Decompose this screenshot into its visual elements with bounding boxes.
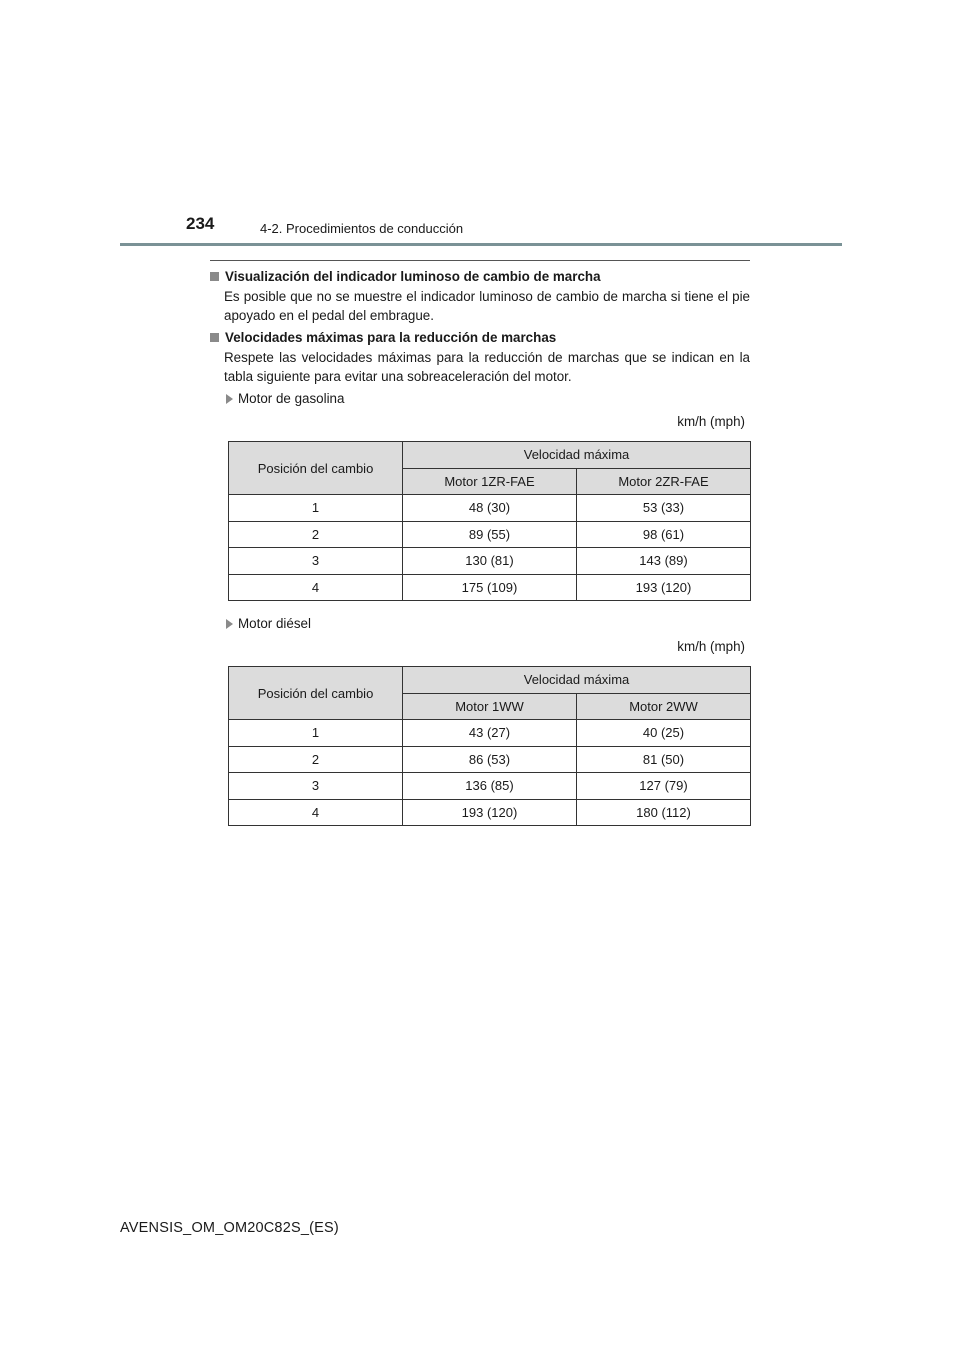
gasoline-speed-table	[228, 441, 751, 601]
cell-gear: 3	[229, 548, 403, 575]
bullet-label: Motor de gasolina	[238, 391, 345, 406]
header-engine-a: Motor 1WW	[403, 693, 577, 720]
header-rule	[120, 243, 842, 246]
header-max-speed: Velocidad máxima	[403, 667, 751, 694]
page-number: 234	[186, 214, 215, 233]
square-bullet-icon	[210, 272, 219, 281]
section-paragraph: Respete las velocidades máximas para la reducción de marchas que se indican en la tabla siguiente para evitar una sobreaceleración del motor.	[224, 349, 750, 384]
cell-gear: 1	[229, 720, 403, 747]
cell-gear: 3	[229, 773, 403, 800]
section-title: 4-2. Procedimientos de conducción	[260, 221, 464, 236]
cell-speed-b: 40 (25)	[577, 720, 751, 747]
cell-gear: 2	[229, 746, 403, 773]
section-shift-indicator	[210, 267, 750, 326]
header-engine-b: Motor 2ZR-FAE	[577, 468, 751, 495]
header-engine-b: Motor 2WW	[577, 693, 751, 720]
table-row	[229, 773, 751, 800]
section-heading: Velocidades máximas para la reducción de marchas	[225, 330, 557, 345]
table-row	[229, 521, 751, 548]
header-max-speed: Velocidad máxima	[403, 442, 751, 469]
bullet-gasoline	[226, 391, 344, 406]
bullet-label: Motor diésel	[238, 616, 311, 631]
header-engine-a: Motor 1ZR-FAE	[403, 468, 577, 495]
bullet-diesel	[226, 616, 311, 631]
table-row	[229, 574, 751, 601]
header-position: Posición del cambio	[229, 442, 403, 495]
section-heading: Visualización del indicador luminoso de cambio de marcha	[225, 269, 601, 284]
section-divider	[210, 260, 750, 261]
document-code: AVENSIS_OM_OM20C82S_(ES)	[120, 1220, 339, 1236]
cell-speed-b: 143 (89)	[577, 548, 751, 575]
cell-gear: 2	[229, 521, 403, 548]
cell-speed-b: 180 (112)	[577, 799, 751, 826]
cell-speed-a: 193 (120)	[403, 799, 577, 826]
cell-speed-a: 43 (27)	[403, 720, 577, 747]
cell-speed-b: 81 (50)	[577, 746, 751, 773]
cell-speed-a: 175 (109)	[403, 574, 577, 601]
header-position: Posición del cambio	[229, 667, 403, 720]
cell-speed-a: 130 (81)	[403, 548, 577, 575]
cell-gear: 1	[229, 495, 403, 522]
unit-label: km/h (mph)	[677, 414, 745, 429]
cell-speed-b: 53 (33)	[577, 495, 751, 522]
cell-speed-b: 127 (79)	[577, 773, 751, 800]
diesel-speed-table	[228, 666, 751, 826]
cell-gear: 4	[229, 574, 403, 601]
table-row	[229, 548, 751, 575]
cell-speed-a: 89 (55)	[403, 521, 577, 548]
triangle-bullet-icon	[226, 619, 233, 629]
square-bullet-icon	[210, 333, 219, 342]
table-row	[229, 746, 751, 773]
table-row	[229, 495, 751, 522]
unit-label: km/h (mph)	[677, 639, 745, 654]
cell-speed-a: 136 (85)	[403, 773, 577, 800]
section-paragraph: Es posible que no se muestre el indicador luminoso de cambio de marcha si tiene el pie apoyado en el pedal del embrague.	[224, 288, 750, 323]
triangle-bullet-icon	[226, 394, 233, 404]
cell-speed-a: 86 (53)	[403, 746, 577, 773]
cell-speed-a: 48 (30)	[403, 495, 577, 522]
table-row	[229, 799, 751, 826]
cell-speed-b: 193 (120)	[577, 574, 751, 601]
cell-gear: 4	[229, 799, 403, 826]
table-row	[229, 720, 751, 747]
cell-speed-b: 98 (61)	[577, 521, 751, 548]
section-max-speeds	[210, 328, 750, 387]
